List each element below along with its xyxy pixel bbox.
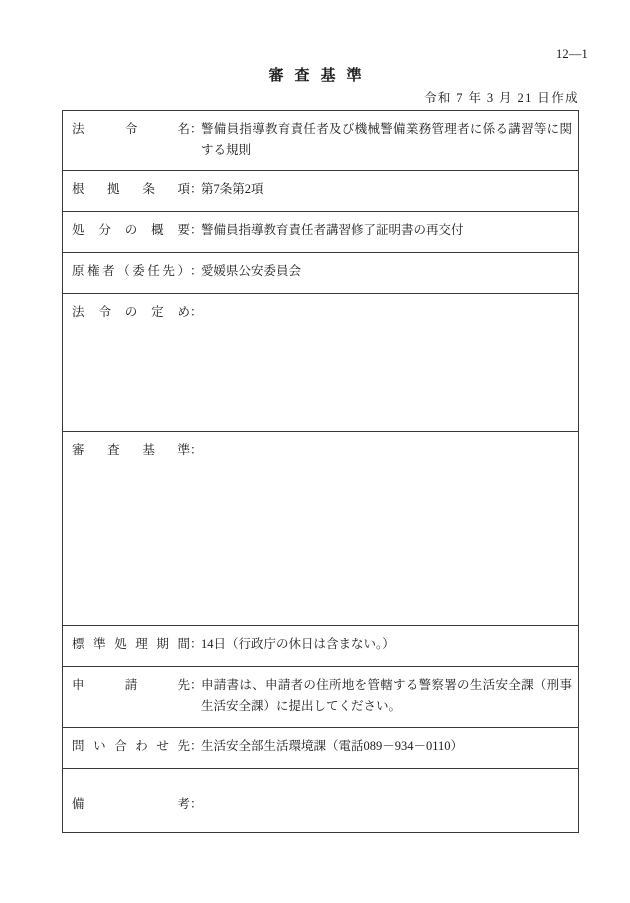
label-char: ） <box>177 264 190 278</box>
label-char: 期 <box>156 637 169 651</box>
label-char: 合 <box>114 739 127 753</box>
label-char: 条 <box>142 182 155 196</box>
label-char: 査 <box>107 443 120 457</box>
label-char: 間 <box>177 637 190 651</box>
table-body <box>63 111 579 833</box>
colon-application-destination: ： <box>190 678 203 692</box>
cell-law-name <box>63 111 579 171</box>
label-char: 処 <box>114 637 127 651</box>
label-char: 委 <box>132 264 145 278</box>
cell-disposition-outline <box>63 212 579 253</box>
value-standard-period: 14日（行政庁の休日は含まない。） <box>201 637 395 651</box>
label-application-destination <box>72 675 190 695</box>
label-legal-article <box>72 179 190 199</box>
label-char: 先 <box>177 739 190 753</box>
label-char: 令 <box>124 122 138 136</box>
colon-disposition-outline: ： <box>190 223 203 237</box>
label-char: 根 <box>72 182 85 196</box>
label-char: 分 <box>98 223 111 237</box>
value-law-name: 警備員指導教育責任者及び機械警備業務管理者に係る講習等に関する規則 <box>201 122 572 157</box>
value-application-destination: 申請書は、申請者の住所地を管轄する警察署の生活安全課（刑事生活安全課）に提出してください。 <box>201 678 572 713</box>
label-legal-provision <box>72 302 190 322</box>
label-remarks <box>72 794 190 814</box>
label-char: 権 <box>87 264 100 278</box>
label-char: 準 <box>177 443 190 457</box>
label-char: 拠 <box>107 182 120 196</box>
label-char: わ <box>135 739 148 753</box>
colon-examination-criteria: ： <box>190 443 203 457</box>
cell-remarks <box>63 769 579 833</box>
label-char: 原 <box>72 264 85 278</box>
table-row-inquiry-destination <box>63 728 579 769</box>
value-disposition-outline: 警備員指導教育責任者講習修了証明書の再交付 <box>201 223 464 237</box>
label-char: 法 <box>72 122 85 136</box>
label-char: 任 <box>147 264 160 278</box>
value-inquiry-destination: 生活安全部生活環境課（電話089－934－0110） <box>201 739 464 753</box>
colon-inquiry-destination: ： <box>190 739 203 753</box>
label-disposition-outline <box>72 220 190 240</box>
page-number: 12—1 <box>555 47 588 61</box>
label-char: め <box>177 305 190 319</box>
label-char: 基 <box>142 443 155 457</box>
examination-criteria-table <box>62 110 579 833</box>
value-original-authority: 愛媛県公安委員会 <box>201 264 302 278</box>
label-char: 令 <box>98 305 111 319</box>
colon-law-name: ： <box>190 122 203 136</box>
label-char: 概 <box>151 223 164 237</box>
cell-standard-period <box>63 626 579 667</box>
label-char: 処 <box>72 223 85 237</box>
table-row-examination-criteria <box>63 432 579 626</box>
label-char: 理 <box>135 637 148 651</box>
label-char: の <box>124 305 138 319</box>
cell-application-destination <box>63 667 579 728</box>
cell-original-authority <box>63 253 579 294</box>
label-examination-criteria <box>72 440 190 460</box>
colon-standard-period: ： <box>190 637 203 651</box>
label-char: 申 <box>72 678 85 692</box>
table-row-disposition-outline <box>63 212 579 253</box>
label-char: 定 <box>151 305 164 319</box>
value-legal-article: 第7条第2項 <box>201 182 264 196</box>
table-row-legal-provision <box>63 294 579 432</box>
cell-examination-criteria <box>63 432 579 626</box>
label-char: 問 <box>72 739 85 753</box>
cell-legal-provision <box>63 294 579 432</box>
creation-date: 令和 7 年 3 月 21 日作成 <box>423 91 579 105</box>
table-row-application-destination <box>63 667 579 728</box>
label-char: の <box>124 223 138 237</box>
label-char: 者 <box>102 264 115 278</box>
label-char: 先 <box>162 264 175 278</box>
label-char: 要 <box>177 223 190 237</box>
label-char: 名 <box>177 122 190 136</box>
colon-remarks: ： <box>190 797 203 811</box>
value-remarks <box>201 794 572 814</box>
colon-original-authority: ： <box>190 264 203 278</box>
label-original-authority <box>72 261 190 281</box>
label-char: 先 <box>177 678 190 692</box>
value-legal-provision <box>201 302 572 322</box>
value-examination-criteria <box>201 440 572 460</box>
label-char: せ <box>156 739 169 753</box>
label-char: 準 <box>93 637 106 651</box>
label-char: （ <box>117 264 130 278</box>
table-row-legal-article <box>63 171 579 212</box>
cell-legal-article <box>63 171 579 212</box>
label-char: 標 <box>72 637 85 651</box>
label-char: 考 <box>177 797 190 811</box>
label-char: い <box>93 739 106 753</box>
label-standard-period <box>72 634 190 654</box>
label-char: 請 <box>124 678 138 692</box>
colon-legal-article: ： <box>190 182 203 196</box>
label-char: 審 <box>72 443 85 457</box>
colon-legal-provision: ： <box>190 305 203 319</box>
label-char: 項 <box>177 182 190 196</box>
table-row-remarks <box>63 769 579 833</box>
page-title: 審査基準 <box>268 68 373 84</box>
label-char: 備 <box>72 797 85 811</box>
label-inquiry-destination <box>72 736 190 756</box>
table-row-law-name <box>63 111 579 171</box>
cell-inquiry-destination <box>63 728 579 769</box>
label-law-name <box>72 119 190 139</box>
table-row-standard-period <box>63 626 579 667</box>
table-row-original-authority <box>63 253 579 294</box>
label-char: 法 <box>72 305 85 319</box>
